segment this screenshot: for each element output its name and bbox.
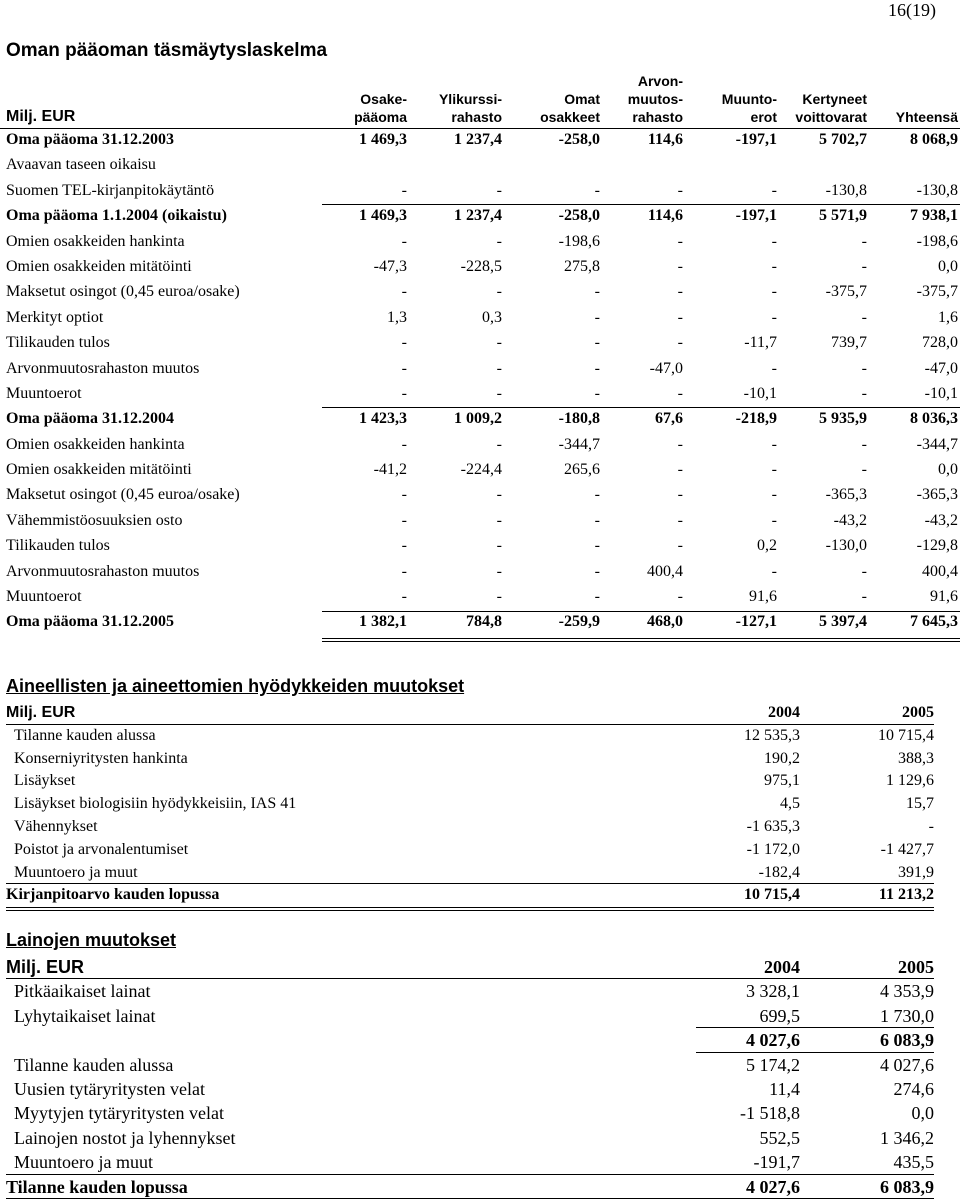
equity-cell: -127,1 <box>735 613 777 631</box>
loans-row-value: 1 346,2 <box>880 1127 934 1148</box>
equity-column-header-line: rahasto <box>632 109 683 125</box>
equity-cell: - <box>496 232 502 250</box>
equity-table-row <box>0 483 960 508</box>
equity-table-row <box>0 153 960 178</box>
equity-table-row <box>0 204 960 229</box>
equity-cell: - <box>496 181 502 199</box>
loans-header-row-label: Milj. EUR <box>6 957 85 977</box>
assets-title: Aineellisten ja aineettomien hyödykkeiden muutokset <box>6 676 465 696</box>
equity-cell: - <box>401 181 407 199</box>
equity-cell: 8 068,9 <box>910 131 958 148</box>
loans-subtotal-row-value: 4 027,6 <box>746 1030 800 1051</box>
loans-header-row-value: 2005 <box>898 957 934 977</box>
equity-cell: - <box>771 181 777 199</box>
equity-cell: -41,2 <box>373 461 407 479</box>
equity-column-header-line: erot <box>750 109 777 125</box>
equity-cell: - <box>594 283 600 301</box>
loans-row <box>6 1004 934 1028</box>
equity-row-label: Oma pääoma 31.12.2003 <box>6 131 174 148</box>
equity-cell: -344,7 <box>916 435 958 453</box>
equity-cell: - <box>496 283 502 301</box>
equity-cell: - <box>496 562 502 580</box>
equity-column-header-line: Yhteensä <box>895 109 958 125</box>
equity-cell: 5 702,7 <box>819 131 867 148</box>
equity-cell: - <box>594 486 600 504</box>
equity-column-header <box>439 90 502 126</box>
equity-cell: - <box>677 461 683 479</box>
page-number: 16(19) <box>888 0 936 20</box>
equity-cell: -198,6 <box>916 232 958 250</box>
equity-cell: 5 571,9 <box>819 207 867 225</box>
equity-cell: -198,6 <box>558 232 600 250</box>
assets-total-row-value: 10 715,4 <box>744 886 800 904</box>
loans-row-value: -191,7 <box>753 1152 800 1173</box>
equity-cell: - <box>771 435 777 453</box>
loans-row-value: -1 518,8 <box>740 1103 800 1124</box>
assets-row-value: 975,1 <box>764 772 800 790</box>
equity-row-label: Muuntoerot <box>6 588 82 606</box>
equity-cell: -47,0 <box>649 359 683 377</box>
equity-cell: - <box>594 384 600 402</box>
equity-cell: 400,4 <box>922 562 958 580</box>
equity-cell: - <box>496 384 502 402</box>
assets-row-value: 10 715,4 <box>878 726 934 744</box>
equity-cell: - <box>677 283 683 301</box>
equity-cell: - <box>771 511 777 529</box>
equity-cell: - <box>496 359 502 377</box>
equity-cell: - <box>771 461 777 479</box>
equity-cell: - <box>496 334 502 352</box>
equity-cell: 1 469,3 <box>359 131 407 148</box>
equity-cell: 265,6 <box>564 461 600 479</box>
equity-cell: - <box>496 537 502 555</box>
equity-table-row <box>0 433 960 458</box>
equity-cell: 1 423,3 <box>359 410 407 428</box>
equity-cell: - <box>594 562 600 580</box>
equity-cell: 1 237,4 <box>454 207 502 225</box>
assets-row-label: Konserniyritysten hankinta <box>14 749 188 767</box>
equity-table-row <box>0 407 960 432</box>
equity-cell: 7 645,3 <box>910 613 958 631</box>
equity-cell: - <box>771 257 777 275</box>
equity-row-label: Omien osakkeiden mitätöinti <box>6 257 192 275</box>
equity-table-row <box>0 509 960 534</box>
equity-cell: -365,3 <box>916 486 958 504</box>
table-rule <box>6 1198 934 1199</box>
equity-cell: - <box>401 232 407 250</box>
loans-row-label: Lyhytaikaiset lainat <box>14 1005 156 1026</box>
equity-cell: - <box>401 537 407 555</box>
equity-row-label: Omien osakkeiden hankinta <box>6 232 185 250</box>
equity-cell: -228,5 <box>460 257 502 275</box>
equity-row-label: Merkityt optiot <box>6 308 104 326</box>
equity-table-row <box>0 128 960 153</box>
equity-cell: 0,0 <box>938 257 958 275</box>
table-rule <box>322 638 960 639</box>
equity-cell: 275,8 <box>564 257 600 275</box>
equity-table-row <box>0 610 960 635</box>
assets-row-value: -182,4 <box>758 863 800 881</box>
equity-cell: - <box>771 283 777 301</box>
equity-cell: 91,6 <box>749 588 777 606</box>
equity-cell: -130,8 <box>825 181 867 199</box>
equity-cell: -43,2 <box>924 511 958 529</box>
assets-header-row-value: 2004 <box>768 704 800 721</box>
assets-row-value: 1 129,6 <box>886 772 934 790</box>
equity-cell: - <box>594 511 600 529</box>
equity-column-header-line: Ylikurssi- <box>438 91 502 107</box>
equity-cell: - <box>594 588 600 606</box>
equity-cell: - <box>401 486 407 504</box>
equity-column-header-line: Kertyneet <box>802 91 867 107</box>
equity-column-header <box>354 90 407 126</box>
equity-cell: -180,8 <box>558 410 600 428</box>
equity-row-label: Tilikauden tulos <box>6 537 110 555</box>
equity-table-row <box>0 230 960 255</box>
assets-row-value: 391,9 <box>898 863 934 881</box>
equity-row-label: Tilikauden tulos <box>6 334 110 352</box>
equity-cell: - <box>496 435 502 453</box>
table-rule <box>6 907 934 908</box>
assets-row <box>6 770 934 793</box>
equity-cell: -365,3 <box>825 486 867 504</box>
equity-cell: - <box>594 308 600 326</box>
equity-column-header-line: Omat <box>564 91 600 107</box>
equity-cell: 1,3 <box>387 308 407 326</box>
equity-column-header-line: osakkeet <box>540 109 600 125</box>
equity-cell: 114,6 <box>647 207 683 225</box>
assets-row-label: Muuntoero ja muut <box>14 863 138 881</box>
equity-cell: 1 469,3 <box>359 207 407 225</box>
assets-row <box>6 816 934 839</box>
equity-cell: - <box>677 384 683 402</box>
equity-cell: -47,0 <box>924 359 958 377</box>
equity-cell: 0,2 <box>757 537 777 555</box>
equity-cell: 400,4 <box>647 562 683 580</box>
table-rule <box>6 910 934 911</box>
equity-cell: 7 938,1 <box>910 207 958 225</box>
equity-cell: - <box>771 308 777 326</box>
equity-cell: -47,3 <box>373 257 407 275</box>
assets-row-value: 388,3 <box>898 749 934 767</box>
equity-column-header <box>896 108 958 126</box>
equity-table-row <box>0 534 960 559</box>
equity-cell: - <box>861 588 867 606</box>
equity-cell: - <box>677 435 683 453</box>
equity-cell: - <box>677 334 683 352</box>
equity-cell: - <box>496 511 502 529</box>
assets-row <box>6 748 934 771</box>
loans-row <box>6 1053 934 1077</box>
equity-cell: -224,4 <box>460 461 502 479</box>
assets-row-value: -1 427,7 <box>880 840 934 858</box>
assets-row-value: - <box>928 818 934 835</box>
equity-cell: -10,1 <box>743 384 777 402</box>
equity-cell: - <box>677 232 683 250</box>
table-rule <box>322 641 960 642</box>
equity-cell: - <box>771 359 777 377</box>
equity-cell: 1 009,2 <box>454 410 502 428</box>
assets-total-row-label: Kirjanpitoarvo kauden lopussa <box>6 886 220 904</box>
equity-table <box>0 64 960 636</box>
equity-column-header <box>628 72 683 126</box>
equity-cell: - <box>401 588 407 606</box>
equity-cell: 0,3 <box>482 308 502 326</box>
equity-cell: -130,8 <box>916 181 958 199</box>
equity-cell: 67,6 <box>655 410 683 428</box>
equity-row-label: Arvonmuutosrahaston muutos <box>6 359 200 377</box>
equity-cell: -43,2 <box>833 511 867 529</box>
loans-row-value: 4 353,9 <box>880 981 934 1002</box>
equity-table-row <box>0 560 960 585</box>
equity-column-header <box>540 90 600 126</box>
equity-cell: - <box>861 562 867 580</box>
assets-row <box>6 725 934 748</box>
assets-row-label: Lisäykset <box>14 772 76 790</box>
equity-cell: 1,6 <box>938 308 958 326</box>
equity-table-row <box>0 280 960 305</box>
equity-cell: -197,1 <box>735 207 777 225</box>
equity-unit-label: Milj. EUR <box>6 108 76 125</box>
loans-row <box>6 1101 934 1125</box>
equity-cell: - <box>401 384 407 402</box>
loans-header-row <box>6 955 934 979</box>
loans-total-row-value: 4 027,6 <box>746 1176 800 1197</box>
equity-cell: - <box>771 486 777 504</box>
equity-cell: -258,0 <box>558 131 600 148</box>
assets-header-row-label: Milj. EUR <box>6 704 76 721</box>
equity-column-header-line: Arvon- <box>637 73 683 89</box>
equity-column-header-line: rahasto <box>451 109 502 125</box>
equity-title: Oman pääoman täsmäytyslaskelma <box>6 40 328 61</box>
equity-row-label: Vähemmistöosuuksien osto <box>6 511 183 529</box>
equity-cell: - <box>771 232 777 250</box>
assets-row-value: -1 172,0 <box>746 840 800 858</box>
equity-cell: -375,7 <box>916 283 958 301</box>
equity-cell: 468,0 <box>647 613 683 631</box>
equity-cell: - <box>861 232 867 250</box>
equity-cell: - <box>496 588 502 606</box>
assets-total-row <box>6 884 934 907</box>
equity-cell: - <box>401 435 407 453</box>
loans-total-row <box>6 1175 934 1199</box>
equity-cell: 0,0 <box>938 461 958 479</box>
equity-cell: - <box>401 511 407 529</box>
equity-column-header <box>722 90 777 126</box>
equity-cell: -197,1 <box>735 131 777 148</box>
equity-column-header-line: muutos- <box>627 91 683 107</box>
assets-row-value: 190,2 <box>764 749 800 767</box>
equity-table-row <box>0 306 960 331</box>
equity-cell: - <box>771 562 777 580</box>
equity-cell: - <box>861 384 867 402</box>
equity-cell: - <box>677 588 683 606</box>
equity-row-label: Oma pääoma 1.1.2004 (oikaistu) <box>6 207 227 225</box>
equity-cell: - <box>861 359 867 377</box>
loans-row-label: Myytyjen tytäryritysten velat <box>14 1103 224 1124</box>
equity-cell: - <box>677 486 683 504</box>
equity-cell: -344,7 <box>558 435 600 453</box>
equity-cell: 8 036,3 <box>910 410 958 428</box>
loans-row-value: 4 027,6 <box>880 1054 934 1075</box>
table-rule <box>322 611 960 612</box>
equity-cell: -258,0 <box>558 207 600 225</box>
loans-row-label: Uusien tytäryritysten velat <box>14 1079 205 1099</box>
equity-column-header-line: pääoma <box>354 109 407 125</box>
equity-row-label: Maksetut osingot (0,45 euroa/osake) <box>6 283 240 301</box>
equity-cell: -130,0 <box>825 537 867 555</box>
loans-row-value: 0,0 <box>911 1103 934 1124</box>
assets-row-value: 15,7 <box>906 795 934 813</box>
equity-cell: - <box>861 308 867 326</box>
equity-table-header <box>0 64 960 128</box>
equity-cell: - <box>401 283 407 301</box>
assets-row <box>6 862 934 885</box>
loans-row-label: Lainojen nostot ja lyhennykset <box>14 1127 236 1148</box>
equity-cell: - <box>401 334 407 352</box>
equity-cell: - <box>594 334 600 352</box>
loans-row-value: 435,5 <box>893 1152 934 1173</box>
loans-row-value: 3 328,1 <box>746 981 800 1002</box>
loans-row-value: 552,5 <box>759 1127 800 1148</box>
loans-total-row-value: 6 083,9 <box>880 1176 934 1197</box>
loans-subtotal-row-value: 6 083,9 <box>880 1030 934 1051</box>
equity-table-row <box>0 585 960 610</box>
equity-column-header-line: Osake- <box>360 91 407 107</box>
equity-cell: - <box>594 359 600 377</box>
table-rule <box>0 128 960 129</box>
equity-row-label: Omien osakkeiden hankinta <box>6 435 185 453</box>
table-rule <box>322 204 960 205</box>
assets-row-value: -1 635,3 <box>746 818 800 835</box>
equity-row-label: Muuntoerot <box>6 384 82 402</box>
equity-table-row <box>0 357 960 382</box>
equity-cell: -375,7 <box>825 283 867 301</box>
equity-row-label: Omien osakkeiden mitätöinti <box>6 461 192 479</box>
equity-cell: - <box>401 562 407 580</box>
loans-header-row-value: 2004 <box>764 957 800 977</box>
equity-cell: -129,8 <box>916 537 958 555</box>
loans-row <box>6 1150 934 1174</box>
assets-row-label: Vähennykset <box>14 818 98 835</box>
equity-table-row <box>0 331 960 356</box>
assets-row-value: 12 535,3 <box>744 726 800 744</box>
equity-cell: 114,6 <box>647 131 683 148</box>
equity-cell: - <box>861 257 867 275</box>
loans-row-value: 1 730,0 <box>880 1005 934 1026</box>
equity-cell: - <box>496 486 502 504</box>
equity-row-label: Suomen TEL-kirjanpitokäytäntö <box>6 181 215 199</box>
equity-table-row <box>0 458 960 483</box>
loans-row-value: 699,5 <box>759 1005 800 1026</box>
table-rule <box>322 407 960 408</box>
loans-row <box>6 1077 934 1101</box>
equity-table-row <box>0 382 960 407</box>
assets-row <box>6 793 934 816</box>
loans-row <box>6 1126 934 1150</box>
equity-row-label: Oma pääoma 31.12.2005 <box>6 613 174 631</box>
equity-cell: -10,1 <box>924 384 958 402</box>
equity-cell: 91,6 <box>930 588 958 606</box>
equity-cell: - <box>677 181 683 199</box>
equity-row-label: Avaavan taseen oikaisu <box>6 156 156 174</box>
equity-cell: 739,7 <box>831 334 867 352</box>
loans-row-value: 5 174,2 <box>746 1054 800 1075</box>
loans-title: Lainojen muutokset <box>6 930 177 950</box>
equity-cell: -218,9 <box>735 410 777 428</box>
equity-cell: 1 382,1 <box>359 613 407 631</box>
assets-row-label: Tilanne kauden alussa <box>14 726 156 744</box>
loans-total-row-label: Tilanne kauden lopussa <box>6 1176 188 1197</box>
loans-row-value: 11,4 <box>769 1079 800 1099</box>
equity-cell: - <box>677 537 683 555</box>
equity-table-row <box>0 255 960 280</box>
assets-row-label: Poistot ja arvonalentumiset <box>14 840 189 858</box>
equity-cell: - <box>401 359 407 377</box>
equity-cell: 1 237,4 <box>454 131 502 148</box>
equity-cell: 784,8 <box>466 613 502 631</box>
equity-cell: - <box>861 461 867 479</box>
equity-row-label: Oma pääoma 31.12.2004 <box>6 410 174 428</box>
assets-row-label: Lisäykset biologisiin hyödykkeisiin, IAS 41 <box>14 795 297 813</box>
equity-cell: - <box>594 181 600 199</box>
assets-row-value: 4,5 <box>780 795 800 813</box>
equity-cell: - <box>594 537 600 555</box>
equity-cell: 5 397,4 <box>819 613 867 631</box>
equity-cell: - <box>861 435 867 453</box>
assets-total-row-value: 11 213,2 <box>878 886 934 904</box>
assets-row <box>6 839 934 862</box>
loans-row <box>6 979 934 1003</box>
equity-cell: 728,0 <box>922 334 958 352</box>
equity-cell: - <box>677 511 683 529</box>
assets-header-row <box>6 702 934 725</box>
loans-row-value: 274,6 <box>893 1079 934 1099</box>
assets-header-row-value: 2005 <box>902 704 934 721</box>
equity-cell: - <box>677 308 683 326</box>
equity-column-header-line: voittovarat <box>795 109 867 125</box>
equity-cell: -259,9 <box>558 613 600 631</box>
loans-row-label: Tilanne kauden alussa <box>14 1054 174 1075</box>
equity-cell: -11,7 <box>744 334 777 352</box>
loans-row-label: Muuntoero ja muut <box>14 1152 153 1173</box>
loans-subtotal-row <box>6 1028 934 1052</box>
equity-column-header <box>795 90 867 126</box>
equity-column-header-line: Muunto- <box>721 91 777 107</box>
loans-row-label: Pitkäaikaiset lainat <box>14 981 151 1002</box>
equity-cell: 5 935,9 <box>819 410 867 428</box>
equity-row-label: Arvonmuutosrahaston muutos <box>6 562 200 580</box>
equity-row-label: Maksetut osingot (0,45 euroa/osake) <box>6 486 240 504</box>
equity-cell: - <box>677 257 683 275</box>
equity-table-row <box>0 179 960 204</box>
